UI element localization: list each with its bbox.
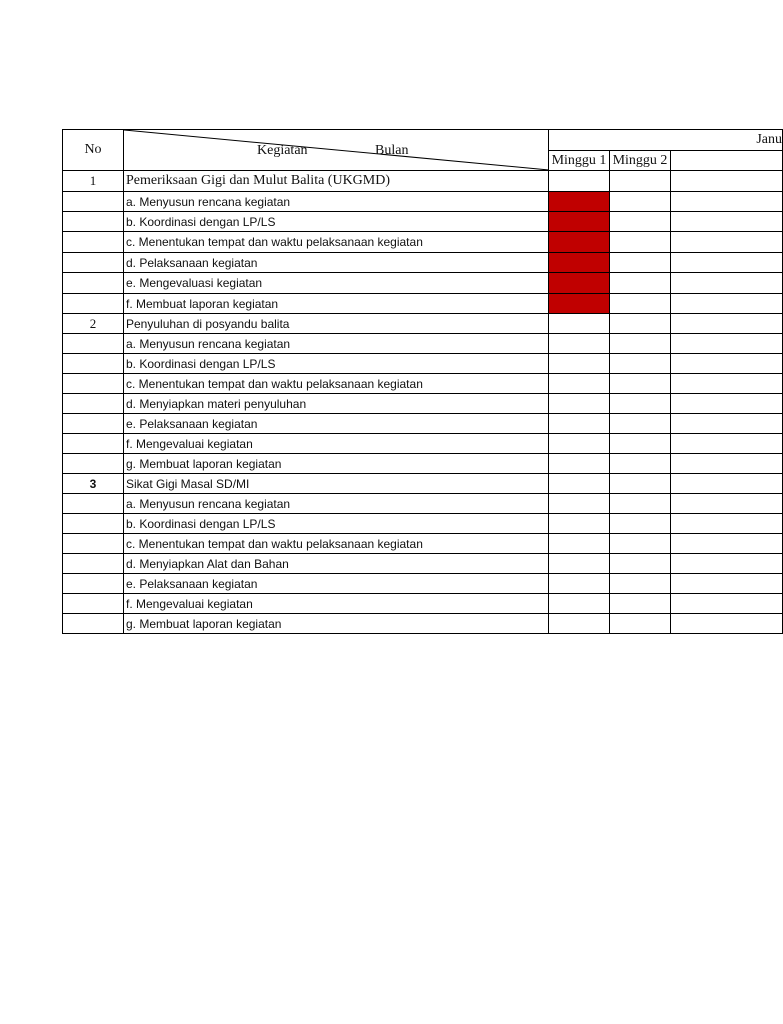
row-number[interactable]: [63, 232, 124, 253]
row-number[interactable]: 1: [63, 171, 124, 192]
week-1-cell[interactable]: [549, 534, 610, 554]
row-number[interactable]: [63, 554, 124, 574]
header-week-1: Minggu 1: [549, 151, 610, 171]
week-1-cell[interactable]: [549, 294, 610, 314]
week-2-cell[interactable]: [610, 614, 671, 634]
week-1-cell[interactable]: [549, 374, 610, 394]
row-number[interactable]: [63, 253, 124, 273]
week-3-cell[interactable]: [671, 232, 783, 253]
row-number[interactable]: [63, 294, 124, 314]
activity-cell[interactable]: Sikat Gigi Masal SD/MI: [124, 474, 549, 494]
row-number[interactable]: [63, 614, 124, 634]
table-row: [63, 314, 783, 334]
week-2-cell[interactable]: [610, 192, 671, 212]
week-2-cell[interactable]: [610, 514, 671, 534]
table-row: [63, 192, 783, 212]
week-3-cell[interactable]: [671, 354, 783, 374]
week-1-cell[interactable]: [549, 192, 610, 212]
header-kegiatan: Kegiatan: [257, 143, 308, 158]
row-number[interactable]: [63, 574, 124, 594]
week-1-cell[interactable]: [549, 474, 610, 494]
week-2-cell[interactable]: [610, 374, 671, 394]
week-2-cell[interactable]: [610, 171, 671, 192]
table-row: [63, 534, 783, 554]
row-number[interactable]: [63, 394, 124, 414]
week-1-cell[interactable]: [549, 414, 610, 434]
week-2-cell[interactable]: [610, 334, 671, 354]
row-number[interactable]: [63, 354, 124, 374]
week-3-cell[interactable]: [671, 212, 783, 232]
row-number[interactable]: 3: [63, 474, 124, 494]
table-row: [63, 374, 783, 394]
week-1-cell[interactable]: [549, 314, 610, 334]
table-row: [63, 554, 783, 574]
week-2-cell[interactable]: [610, 354, 671, 374]
week-3-cell[interactable]: [671, 454, 783, 474]
week-1-cell[interactable]: [549, 614, 610, 634]
week-2-cell[interactable]: [610, 314, 671, 334]
week-1-cell[interactable]: [549, 232, 610, 253]
week-3-cell[interactable]: [671, 554, 783, 574]
week-3-cell[interactable]: [671, 614, 783, 634]
activity-cell[interactable]: g. Membuat laporan kegiatan: [124, 454, 549, 474]
schedule-table: [62, 129, 783, 634]
header-week-3: [671, 151, 783, 171]
week-2-cell[interactable]: [610, 534, 671, 554]
row-number[interactable]: [63, 273, 124, 294]
week-3-cell[interactable]: [671, 192, 783, 212]
week-3-cell[interactable]: [671, 534, 783, 554]
table-row: [63, 514, 783, 534]
activity-cell[interactable]: b. Koordinasi dengan LP/LS: [124, 354, 549, 374]
activity-cell[interactable]: g. Membuat laporan kegiatan: [124, 614, 549, 634]
activity-cell[interactable]: f. Mengevaluai kegiatan: [124, 594, 549, 614]
activity-cell[interactable]: c. Menentukan tempat dan waktu pelaksanaan kegiatan: [124, 534, 549, 554]
table-row: [63, 594, 783, 614]
table-row: [63, 434, 783, 454]
week-3-cell[interactable]: [671, 334, 783, 354]
week-3-cell[interactable]: [671, 314, 783, 334]
week-3-cell[interactable]: [671, 514, 783, 534]
schedule-table-viewport: [62, 129, 783, 631]
week-3-cell[interactable]: [671, 374, 783, 394]
activity-cell[interactable]: a. Menyusun rencana kegiatan: [124, 494, 549, 514]
row-number[interactable]: [63, 594, 124, 614]
activity-cell[interactable]: c. Menentukan tempat dan waktu pelaksanaan kegiatan: [124, 232, 549, 253]
week-3-cell[interactable]: [671, 494, 783, 514]
row-number[interactable]: [63, 514, 124, 534]
week-1-cell[interactable]: [549, 574, 610, 594]
week-2-cell[interactable]: [610, 394, 671, 414]
week-1-cell[interactable]: [549, 454, 610, 474]
activity-cell[interactable]: f. Membuat laporan kegiatan: [124, 294, 549, 314]
table-row: [63, 454, 783, 474]
week-1-cell[interactable]: [549, 273, 610, 294]
activity-cell[interactable]: c. Menentukan tempat dan waktu pelaksanaan kegiatan: [124, 374, 549, 394]
week-1-cell[interactable]: [549, 594, 610, 614]
table-row: [63, 253, 783, 273]
activity-cell[interactable]: e. Pelaksanaan kegiatan: [124, 574, 549, 594]
activity-cell[interactable]: a. Menyusun rencana kegiatan: [124, 334, 549, 354]
week-3-cell[interactable]: [671, 434, 783, 454]
table-row: [63, 494, 783, 514]
week-2-cell[interactable]: [610, 454, 671, 474]
diagonal-line: [124, 130, 549, 170]
table-row: [63, 232, 783, 253]
week-2-cell[interactable]: [610, 494, 671, 514]
header-no: No: [63, 130, 124, 171]
row-number[interactable]: [63, 374, 124, 394]
week-1-cell[interactable]: [549, 212, 610, 232]
week-1-cell[interactable]: [549, 334, 610, 354]
activity-cell[interactable]: d. Menyiapkan materi penyuluhan: [124, 394, 549, 414]
activity-cell[interactable]: a. Menyusun rencana kegiatan: [124, 192, 549, 212]
week-2-cell[interactable]: [610, 232, 671, 253]
week-3-cell[interactable]: [671, 171, 783, 192]
row-number[interactable]: [63, 494, 124, 514]
row-number[interactable]: [63, 192, 124, 212]
header-bulan: Bulan: [375, 143, 409, 158]
week-2-cell[interactable]: [610, 253, 671, 273]
table-row: [63, 212, 783, 232]
week-3-cell[interactable]: [671, 273, 783, 294]
week-3-cell[interactable]: [671, 294, 783, 314]
week-2-cell[interactable]: [610, 414, 671, 434]
week-3-cell[interactable]: [671, 474, 783, 494]
row-number[interactable]: [63, 414, 124, 434]
week-2-cell[interactable]: [610, 434, 671, 454]
week-2-cell[interactable]: [610, 574, 671, 594]
week-3-cell[interactable]: [671, 394, 783, 414]
activity-cell[interactable]: e. Pelaksanaan kegiatan: [124, 414, 549, 434]
table-row: [63, 334, 783, 354]
table-row: [63, 273, 783, 294]
week-3-cell[interactable]: [671, 253, 783, 273]
week-2-cell[interactable]: [610, 554, 671, 574]
table-row: [63, 171, 783, 192]
week-1-cell[interactable]: [549, 514, 610, 534]
table-row: [63, 394, 783, 414]
week-1-cell[interactable]: [549, 494, 610, 514]
activity-cell[interactable]: b. Koordinasi dengan LP/LS: [124, 212, 549, 232]
activity-cell[interactable]: Pemeriksaan Gigi dan Mulut Balita (UKGMD): [124, 171, 549, 192]
activity-cell[interactable]: e. Mengevaluasi kegiatan: [124, 273, 549, 294]
week-3-cell[interactable]: [671, 414, 783, 434]
activity-cell[interactable]: d. Menyiapkan Alat dan Bahan: [124, 554, 549, 574]
table-row: [63, 354, 783, 374]
table-row: [63, 414, 783, 434]
week-1-cell[interactable]: [549, 394, 610, 414]
activity-cell[interactable]: f. Mengevaluai kegiatan: [124, 434, 549, 454]
activity-cell[interactable]: Penyuluhan di posyandu balita: [124, 314, 549, 334]
week-1-cell[interactable]: [549, 354, 610, 374]
row-number[interactable]: [63, 454, 124, 474]
activity-cell[interactable]: b. Koordinasi dengan LP/LS: [124, 514, 549, 534]
week-2-cell[interactable]: [610, 212, 671, 232]
week-1-cell[interactable]: [549, 554, 610, 574]
row-number[interactable]: [63, 534, 124, 554]
header-week-2: Minggu 2: [610, 151, 671, 171]
row-number[interactable]: [63, 434, 124, 454]
week-3-cell[interactable]: [671, 594, 783, 614]
header-kegiatan-bulan: [124, 130, 549, 171]
activity-cell[interactable]: d. Pelaksanaan kegiatan: [124, 253, 549, 273]
week-1-cell[interactable]: [549, 171, 610, 192]
week-2-cell[interactable]: [610, 294, 671, 314]
week-2-cell[interactable]: [610, 594, 671, 614]
row-number[interactable]: 2: [63, 314, 124, 334]
week-1-cell[interactable]: [549, 253, 610, 273]
week-1-cell[interactable]: [549, 434, 610, 454]
table-row: [63, 294, 783, 314]
row-number[interactable]: [63, 334, 124, 354]
row-number[interactable]: [63, 212, 124, 232]
table-row: [63, 614, 783, 634]
header-month: Janu: [549, 130, 783, 151]
week-2-cell[interactable]: [610, 474, 671, 494]
week-2-cell[interactable]: [610, 273, 671, 294]
table-row: [63, 474, 783, 494]
table-row: [63, 574, 783, 594]
week-3-cell[interactable]: [671, 574, 783, 594]
